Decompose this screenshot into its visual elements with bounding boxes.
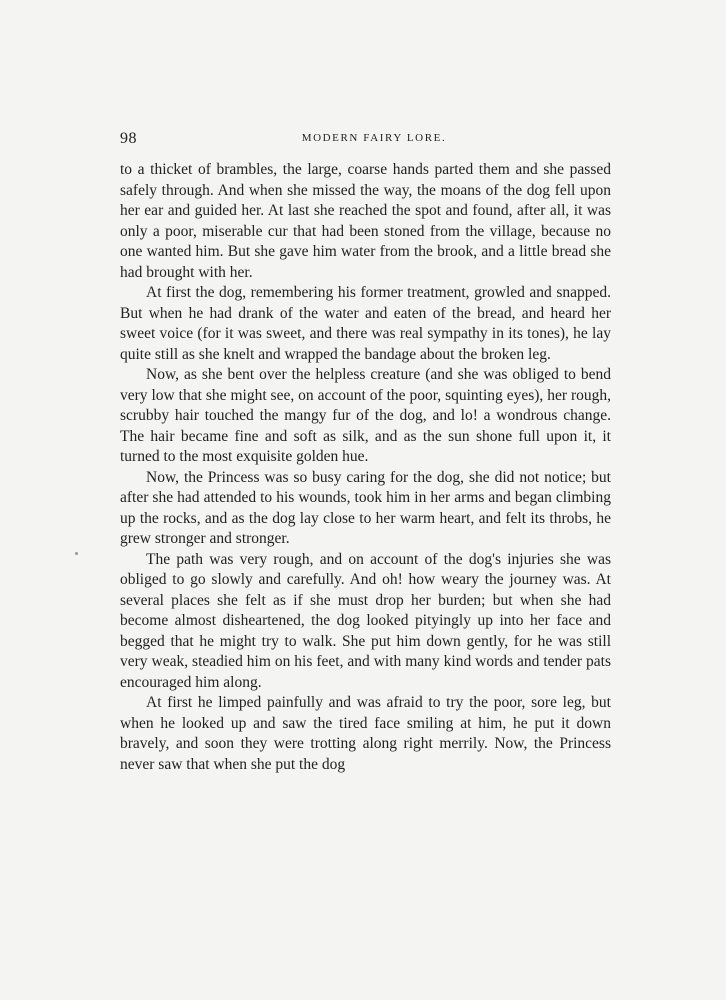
page-header xyxy=(120,130,610,150)
paragraph: The path was very rough, and on account of the dog's injuries she was obliged to go slowly and carefully. And oh! how weary the journey was. At several places she felt as if she must drop her burden; but when she had become almost disheartened, the dog looked pityingly up into her face and begged that he might try to walk. She put him down gently, for he was still very weak, steadied him on his feet, and with many kind words and tender pats encouraged him along. xyxy=(120,550,611,691)
margin-speck xyxy=(75,552,78,555)
running-title: MODERN FAIRY LORE. xyxy=(301,132,447,144)
page-number: 98 xyxy=(120,130,137,147)
body-text xyxy=(120,160,611,775)
paragraph: At first he limped painfully and was afraid to try the poor, sore leg, but when he looked up and saw the tired face smiling at him, he put it down bravely, and soon they were trotting along right merrily. Now, the Princess never saw that when she put the dog xyxy=(120,694,611,773)
paragraph: Now, the Princess was so busy caring for the dog, she did not notice; but after she had attended to his wounds, took him in her arms and began climbing up the rocks, and as the dog lay close to her warm heart, and felt its throbs, he grew stronger and stronger. xyxy=(120,468,611,547)
paragraph: to a thicket of brambles, the large, coarse hands parted them and she passed safely through. And when she missed the way, the moans of the dog fell upon her ear and guided her. At last she reached the spot and found, after all, it was only a poor, miserable cur that had been stoned from the village, because no one wanted him. But she gave him water from the brook, and a little bread she had brought with her. xyxy=(120,161,611,281)
paragraph: Now, as she bent over the helpless creature (and she was obliged to bend very low that she might see, on account of the poor, squinting eyes), her rough, scrubby hair touched the mangy fur of the dog, and lo! a wondrous change. The hair became fine and soft as silk, and as the sun shone full upon it, it turned to the most exquisite golden hue. xyxy=(120,366,611,465)
paragraph: At first the dog, remembering his former treatment, growled and snapped. But when he had drank of the water and eaten of the bread, and heard her sweet voice (for it was sweet, and there was real sympathy in its tones), he lay quite still as she knelt and wrapped the bandage about the broken leg. xyxy=(120,284,611,363)
